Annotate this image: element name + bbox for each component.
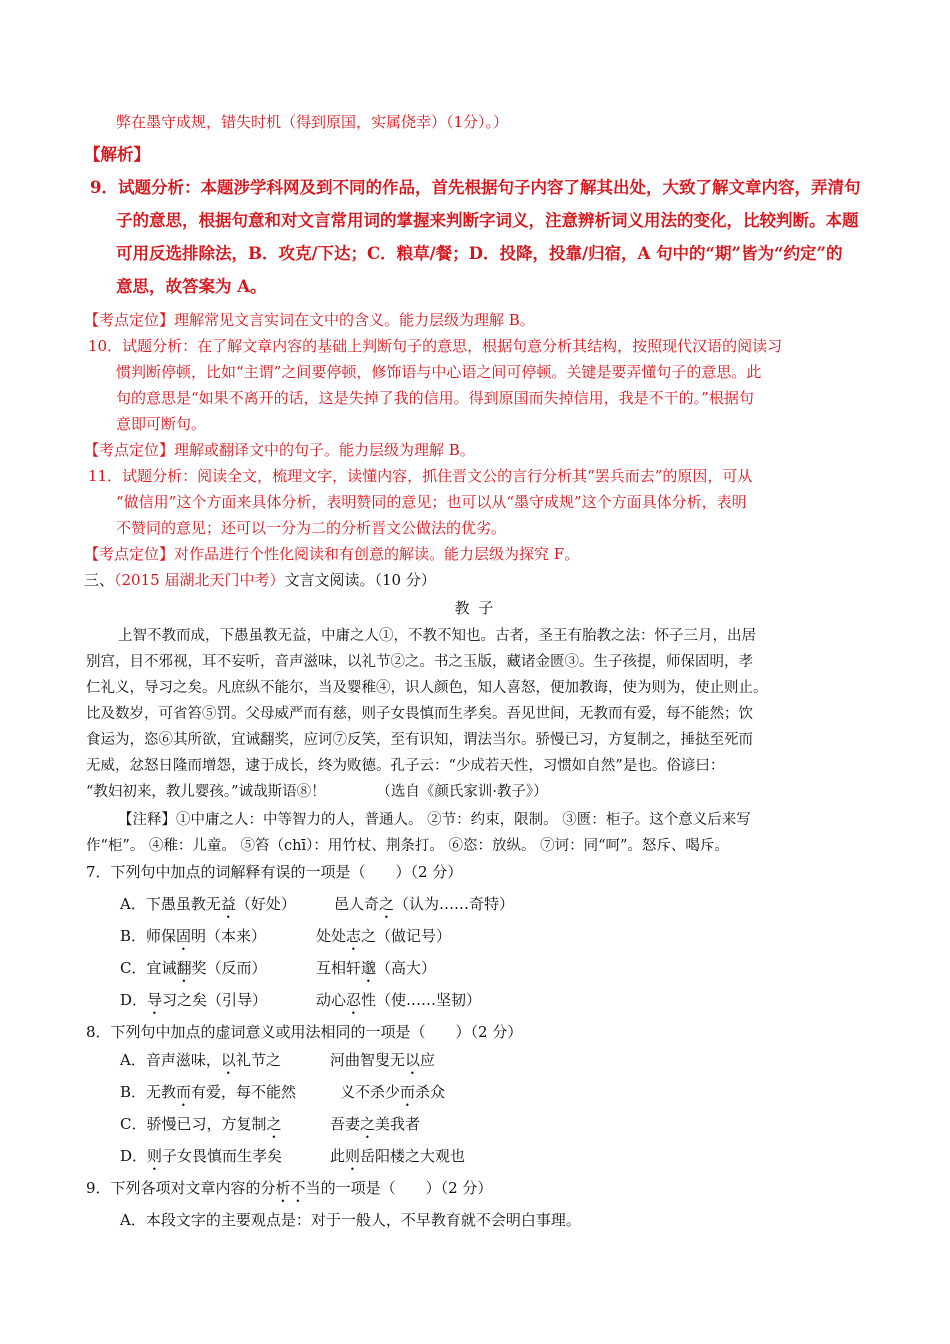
kaodian-11	[84, 544, 579, 564]
option-text: 河曲智叟无	[330, 1051, 406, 1069]
dotted-word: 邈	[361, 959, 377, 977]
option-second	[330, 1050, 435, 1078]
dotted-word: 导	[147, 991, 163, 1009]
q7-option-d	[120, 990, 482, 1018]
dotted-word: 益	[220, 895, 236, 913]
analysis-line: 可用反选排除法，B．攻克/下达；C．粮草/餐；D．投降，投靠/归宿，A 句中的“期”皆为“约定”的	[116, 244, 843, 263]
dotted-word: 而	[176, 1083, 192, 1101]
option-text: 吾妻	[330, 1115, 361, 1133]
dotted-word: 之	[360, 1115, 376, 1133]
dotted-word: 则	[147, 1147, 163, 1165]
kaodian-text: 理解常见文言实词在文中的含义。能力层级为理解 B。	[174, 311, 535, 329]
passage-title: 教 子	[454, 599, 496, 617]
dotted-word: 志	[346, 927, 362, 945]
q8-option-c	[120, 1114, 421, 1142]
option-text: 奖（反而）	[191, 959, 267, 977]
q8-option-a	[120, 1050, 436, 1078]
analysis-line: 子的意思，根据句意和对文言常用词的掌握来判断字词义，注意辨析词义用法的变化，比较判断。本题	[116, 211, 859, 230]
analysis-line: 惯判断停顿，比如“主谓”之间要停顿，修饰语与中心语之间可停顿。关键是要弄懂句子的意思。此	[116, 363, 762, 381]
q7-stem: 7．下列句中加点的词解释有误的一项是（ ）（2 分）	[86, 863, 463, 881]
option-text: 此	[330, 1147, 346, 1165]
kaodian-10	[84, 440, 475, 460]
passage-line: 上智不教而成，下愚虽教无益，中庸之人①，不教不知也。古者，圣王有胎教之法：怀子三月，出居	[118, 628, 756, 644]
q7-option-c	[120, 958, 437, 986]
option-text: 明（本来）	[191, 927, 267, 945]
option-text: B．无教	[120, 1083, 177, 1101]
analysis-line: 句的意思是“如果不离开的话，这是失掉了我的信用。得到原国而失掉信用，我是不干的。”根据句	[116, 389, 754, 407]
option-text: 礼节之	[235, 1051, 281, 1069]
option-text: C．宜诫	[120, 959, 177, 977]
kaodian-label: 【考点定位】	[84, 311, 175, 329]
analysis-line: “做信用”这个方面来具体分析，表明赞同的意见；也可以从“墨守成规”这个方面具体分析，表明	[116, 493, 747, 511]
option-second	[316, 958, 436, 986]
analysis-line: 不赞同的意见；还可以一分为二的分析晋文公做法的优劣。	[116, 519, 507, 537]
option-second	[316, 990, 481, 1018]
q7-option-b	[120, 926, 452, 954]
section-suffix: 文言文阅读。（10 分）	[284, 571, 436, 589]
analysis-line: 10．试题分析：在了解文章内容的基础上判断句子的意思，根据句意分析其结构，按照现代汉语的阅读习	[88, 337, 783, 355]
dotted-word: 以	[220, 1051, 236, 1069]
answer-continuation: 弊在墨守成规，错失时机（得到原国，实属侥幸）（1分）。）	[116, 113, 509, 131]
option-text: 应	[420, 1051, 436, 1069]
option-text: 岳阳楼之大观也	[360, 1147, 466, 1165]
analysis-line: 9．试题分析：本题涉学科网及到不同的作品，首先根据句子内容了解其出处，大致了解文章内容，弄清句	[90, 178, 861, 197]
option-text: （高大）	[376, 959, 437, 977]
dotted-word: 之	[266, 1115, 282, 1133]
option-text: 美我者	[375, 1115, 421, 1133]
kaodian-label: 【考点定位】	[84, 545, 175, 563]
q9-option-a: A．本段文字的主要观点是：对于一般人，不早教育就不会明白事理。	[120, 1211, 581, 1229]
analysis-line: 意思，故答案为 A。	[116, 277, 267, 296]
section-prefix: 三、	[84, 571, 115, 589]
option-text: D．	[120, 1147, 148, 1165]
dotted-word: 之	[379, 895, 395, 913]
option-text: 动心	[316, 991, 347, 1009]
section-heading	[84, 570, 436, 590]
option-text: 处处	[316, 927, 347, 945]
option-text: 性（使……坚韧）	[361, 991, 482, 1009]
option-text: 互相轩	[316, 959, 362, 977]
notes-line: 【注释】①中庸之人：中等智力的人，普通人。 ②节：约束，限制。 ③匮：柜子。这个意义后来写	[118, 812, 751, 828]
dotted-word: 以	[405, 1051, 421, 1069]
option-text: （认为……奇特）	[394, 895, 515, 913]
option-second	[316, 926, 451, 954]
dotted-word: 忍	[346, 991, 362, 1009]
analysis-line: 意即可断句。	[116, 415, 207, 433]
kaodian-text: 对作品进行个性化阅读和有创意的解读。能力层级为探究 F。	[174, 545, 580, 563]
option-text: 杀众	[415, 1083, 446, 1101]
kaodian-text: 理解或翻译文中的句子。能力层级为理解 B。	[174, 441, 475, 459]
q8-option-b	[120, 1082, 446, 1110]
option-text: （好处）	[235, 895, 296, 913]
q8-option-d	[120, 1146, 466, 1174]
dotted-word: 翻	[176, 959, 192, 977]
stem-text: 9．下列各项对文章内容的分	[86, 1179, 276, 1197]
passage-line: “教妇初来，教儿婴孩。”诚哉斯语⑧！ （选自《颜氏家训·教子》）	[86, 784, 548, 800]
option-text: 子女畏慎而生孝矣	[162, 1147, 283, 1165]
analysis-line: 11．试题分析：阅读全文，梳理文字，读懂内容，抓住晋文公的言行分析其“罢兵而去”的原因，可从	[88, 467, 753, 485]
option-text: C．骄慢已习，方复制	[120, 1115, 267, 1133]
kaodian-label: 【考点定位】	[84, 441, 175, 459]
option-text: 义不杀少	[340, 1083, 401, 1101]
passage-line: 仁礼义，导习之矣。凡庶纵不能尔，当及婴稚④，识人颜色，知人喜怒，便加教诲，使为则为，使止则止。	[86, 680, 768, 696]
option-second	[330, 1146, 465, 1174]
option-text: 邑人奇	[334, 895, 380, 913]
option-second	[334, 894, 514, 922]
passage-line: 比及数岁，可省笞⑤罚。父母威严而有慈，则子女畏慎而生孝矣。吾见世间，无教而有爱，每不能然；饮	[86, 706, 753, 722]
option-second	[330, 1114, 420, 1142]
dotted-word: 固	[176, 927, 192, 945]
jiexi-heading: 【解析】	[84, 145, 150, 164]
option-second	[340, 1082, 445, 1110]
q8-stem: 8．下列句中加点的虚词意义或用法相同的一项是（ ）（2 分）	[86, 1023, 523, 1041]
q9-stem	[86, 1178, 492, 1206]
dotted-word: 则	[345, 1147, 361, 1165]
notes-line: 作“柜”。 ④稚：儿童。 ⑤笞（chī）：用竹杖、荆条打。 ⑥恣：放纵。 ⑦诃：同“呵”。怒斥、喝斥。	[86, 838, 729, 854]
section-source: （2015 届湖北天门中考）	[114, 571, 285, 589]
passage-line: 别宫，目不邪视，耳不妄听，音声滋味，以礼节②之。书之玉版，藏诸金匮③。生子孩提，师保固明，孝	[86, 654, 753, 670]
option-text: A．音声滋味，	[120, 1051, 221, 1069]
option-text: A．下愚虽教无	[120, 895, 221, 913]
option-text: 之（做记号）	[361, 927, 452, 945]
option-text: B．师保	[120, 927, 177, 945]
passage-line: 食运为，恣⑥其所欲，宜诫翻奖，应诃⑦反笑，至有识知，谓法当尔。骄慢已习，方复制之，捶挞至死而	[86, 732, 753, 748]
dotted-word: 析不	[275, 1179, 306, 1197]
passage-line: 无威，忿怒日隆而增怨，逮于成长，终为败德。孔子云：“少成若天性，习惯如自然”是也。俗谚曰：	[86, 758, 725, 774]
kaodian-9	[84, 310, 535, 330]
dotted-word: 而	[400, 1083, 416, 1101]
option-text: 习之矣（引导）	[162, 991, 268, 1009]
option-text: 有爱，每不能然	[191, 1083, 297, 1101]
stem-text: 当的一项是（ ）（2 分）	[305, 1179, 493, 1197]
option-text: D．	[120, 991, 148, 1009]
q7-option-a	[120, 894, 515, 922]
